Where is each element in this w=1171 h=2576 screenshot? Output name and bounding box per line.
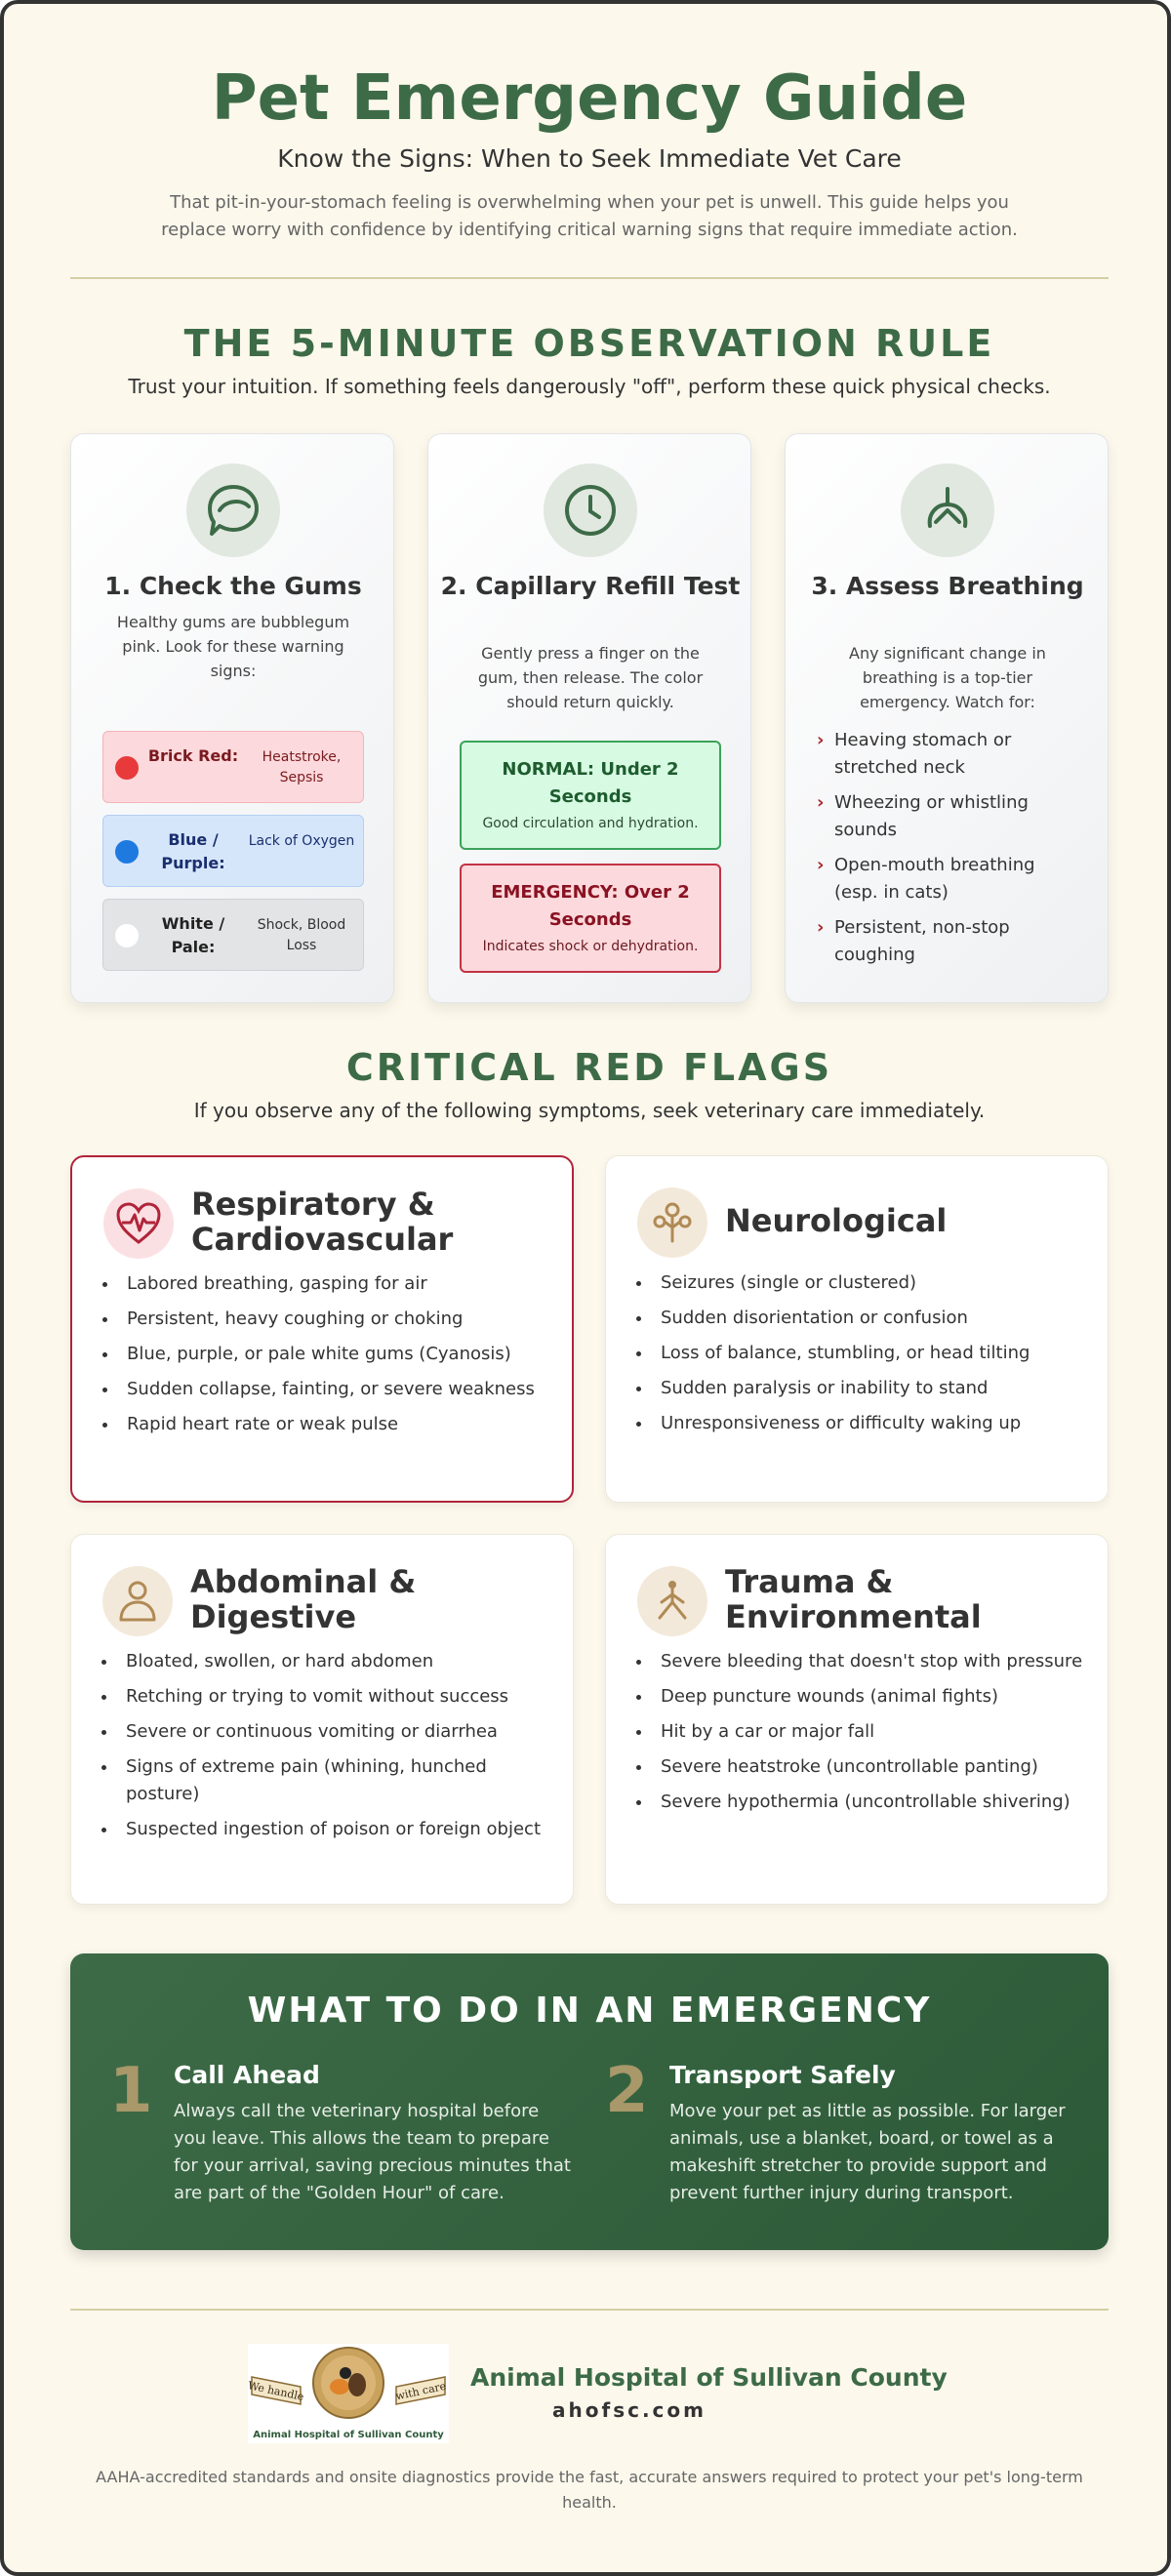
trauma-list	[653, 1648, 1092, 1824]
list-item: › Persistent, non-stop coughing	[817, 914, 1080, 969]
mouth-icon	[204, 481, 262, 540]
breathing-card	[785, 433, 1109, 1003]
person-icon	[113, 1577, 162, 1626]
gum-name: Blue / Purple:	[161, 830, 225, 872]
logo-caption: Animal Hospital of Sullivan County	[253, 2430, 444, 2440]
step-number: 2	[605, 2055, 649, 2127]
abdominal-icon-wrap	[102, 1566, 173, 1636]
capillary-refill-card	[427, 433, 751, 1003]
list-item: • Signs of extreme pain (whining, hunched posture)	[118, 1753, 557, 1808]
breathing-icon-wrap	[901, 463, 994, 557]
step-number: 1	[109, 2055, 153, 2127]
chevron-right-icon: ›	[817, 730, 825, 750]
breathing-list	[817, 727, 1080, 977]
hospital-url[interactable]: ahofsc.com	[552, 2398, 707, 2422]
step-text: Always call the veterinary hospital before you leave. This allows the team to prepare for your arrival, saving precious minutes that are part of the "Golden Hour" of care.	[174, 2101, 571, 2203]
trauma-card	[605, 1534, 1109, 1905]
abdominal-list	[118, 1648, 557, 1851]
list-item: • Sudden disorientation or confusion	[653, 1305, 1092, 1332]
refill-icon-wrap	[544, 463, 637, 557]
list-item: • Persistent, heavy coughing or choking	[119, 1306, 558, 1333]
chevron-right-icon: ›	[817, 855, 825, 875]
list-item: • Sudden paralysis or inability to stand	[653, 1375, 1092, 1402]
gum-name: Brick Red:	[147, 746, 239, 765]
footer-divider	[70, 2309, 1109, 2311]
observation-subtitle: Trust your intuition. If something feels dangerously "off", perform these quick physical checks.	[128, 375, 1051, 398]
gums-title: 1. Check the Gums	[104, 572, 362, 600]
step-text: Move your pet as little as possible. For larger animals, use a blanket, board, or towel as a makeshift stretcher to provide support and prevent further injury during transport.	[669, 2101, 1066, 2203]
list-item: • Loss of balance, stumbling, or head tilting	[653, 1340, 1092, 1367]
list-item: • Bloated, swollen, or hard abdomen	[118, 1648, 557, 1675]
gums-card	[70, 433, 394, 1003]
logo-banner-left: We handle	[248, 2379, 305, 2403]
gum-condition: Lack of Oxygen	[248, 833, 355, 849]
refill-emergency-title: EMERGENCY: Over 2 Seconds	[491, 882, 690, 930]
heartbeat-icon	[114, 1199, 163, 1248]
refill-emergency-box	[460, 864, 721, 973]
list-item: • Unresponsiveness or difficulty waking up	[653, 1410, 1092, 1437]
refill-normal-box	[460, 741, 721, 850]
clock-icon	[561, 481, 620, 540]
neurological-title: Neurological	[725, 1202, 948, 1239]
hospital-logo-art	[248, 2344, 449, 2443]
observation-title: THE 5-MINUTE OBSERVATION RULE	[183, 322, 995, 365]
breathing-title: 3. Assess Breathing	[811, 572, 1084, 600]
red-flags-title: CRITICAL RED FLAGS	[345, 1046, 833, 1089]
fall-icon	[648, 1577, 697, 1626]
list-item: • Severe bleeding that doesn't stop with pressure	[653, 1648, 1092, 1675]
abdominal-title: Abdominal & Digestive	[190, 1563, 417, 1635]
emergency-title: WHAT TO DO IN AN EMERGENCY	[247, 1991, 932, 2031]
step-title: Call Ahead	[174, 2061, 320, 2089]
step-title: Transport Safely	[669, 2061, 896, 2089]
gums-icon-wrap	[186, 463, 280, 557]
refill-normal-title: NORMAL: Under 2 Seconds	[502, 759, 679, 807]
trauma-title: Trauma & Environmental	[725, 1563, 982, 1635]
brick-red-swatch	[115, 756, 139, 780]
header-divider	[70, 277, 1109, 279]
gums-desc: Healthy gums are bubblegum pink. Look for these warning signs:	[116, 613, 350, 680]
list-item: • Seizures (single or clustered)	[653, 1269, 1092, 1297]
gum-name: White / Pale:	[161, 914, 225, 956]
emergency-panel	[70, 1953, 1109, 2250]
list-item: › Wheezing or whistling sounds	[817, 789, 1080, 844]
refill-title: 2. Capillary Refill Test	[440, 572, 741, 600]
list-item: • Severe hypothermia (uncontrollable shivering)	[653, 1789, 1092, 1816]
gum-blue-purple	[102, 815, 364, 887]
list-item: • Sudden collapse, fainting, or severe weakness	[119, 1376, 558, 1403]
intro-text: That pit-in-your-stomach feeling is overwhelming when your pet is unwell. This guide helps you replace worry with confidence by identifying critical warning signs that require immediate action.	[161, 192, 1018, 240]
chevron-right-icon: ›	[817, 792, 825, 813]
neuron-icon	[648, 1198, 697, 1247]
respiratory-icon-wrap	[103, 1188, 174, 1259]
logo-banner-right: with care	[394, 2379, 448, 2403]
hospital-logo	[248, 2344, 449, 2443]
gum-condition: Heatstroke, Sepsis	[262, 749, 342, 785]
footer-note: AAHA-accredited standards and onsite diagnostics provide the fast, accurate answers required to protect your pet's long-term health.	[96, 2468, 1083, 2512]
list-item: • Blue, purple, or pale white gums (Cyanosis)	[119, 1341, 558, 1368]
refill-normal-sub: Good circulation and hydration.	[482, 816, 699, 831]
list-item: › Open-mouth breathing (esp. in cats)	[817, 852, 1080, 906]
chevron-right-icon: ›	[817, 917, 825, 938]
gum-white-pale	[102, 899, 364, 971]
respiratory-title: Respiratory & Cardiovascular	[191, 1186, 454, 1258]
respiratory-card	[70, 1155, 574, 1503]
breathing-desc: Any significant change in breathing is a top-tier emergency. Watch for:	[849, 644, 1046, 711]
refill-desc: Gently press a finger on the gum, then release. The color should return quickly.	[477, 644, 704, 711]
neurological-list	[653, 1269, 1092, 1445]
list-item: • Severe heatstroke (uncontrollable panting)	[653, 1753, 1092, 1781]
respiratory-list	[119, 1270, 558, 1446]
white-pale-swatch	[115, 924, 139, 947]
list-item: › Heaving stomach or stretched neck	[817, 727, 1080, 782]
list-item: • Rapid heart rate or weak pulse	[119, 1411, 558, 1438]
blue-purple-swatch	[115, 840, 139, 864]
list-item: • Hit by a car or major fall	[653, 1718, 1092, 1746]
red-flags-subtitle: If you observe any of the following symptoms, seek veterinary care immediately.	[193, 1099, 986, 1122]
gum-brick-red	[102, 731, 364, 803]
gum-condition: Shock, Blood Loss	[257, 917, 346, 953]
refill-emergency-sub: Indicates shock or dehydration.	[482, 939, 699, 954]
abdominal-card	[70, 1534, 574, 1905]
trauma-icon-wrap	[637, 1566, 707, 1636]
list-item: • Labored breathing, gasping for air	[119, 1270, 558, 1298]
list-item: • Suspected ingestion of poison or foreign object	[118, 1816, 557, 1843]
page-title: Pet Emergency Guide	[211, 62, 968, 135]
hospital-name: Animal Hospital of Sullivan County	[470, 2363, 948, 2392]
neurological-icon-wrap	[637, 1187, 707, 1258]
page-subtitle: Know the Signs: When to Seek Immediate Vet Care	[277, 144, 902, 173]
lungs-icon	[918, 481, 977, 540]
list-item: • Severe or continuous vomiting or diarrhea	[118, 1718, 557, 1746]
list-item: • Retching or trying to vomit without success	[118, 1683, 557, 1711]
list-item: • Deep puncture wounds (animal fights)	[653, 1683, 1092, 1711]
neurological-card	[605, 1155, 1109, 1503]
